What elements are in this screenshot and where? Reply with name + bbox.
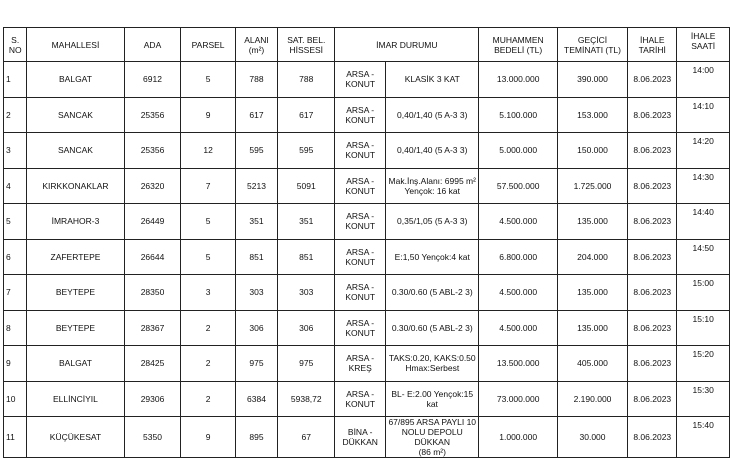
cell-bedel: 13.500.000 xyxy=(479,346,558,382)
cell-teminat: 1.725.000 xyxy=(557,168,627,204)
cell-tarih: 8.06.2023 xyxy=(628,204,677,240)
cell-mahalle: KÜÇÜKESAT xyxy=(27,417,124,458)
table-row xyxy=(4,62,730,98)
tender-table xyxy=(3,27,730,458)
cell-no: 3 xyxy=(4,133,27,169)
cell-imar: 0,40/1,40 (5 A-3 3) xyxy=(386,133,479,169)
table-row xyxy=(4,346,730,382)
cell-bedel: 5.000.000 xyxy=(479,133,558,169)
cell-alan: 788 xyxy=(235,62,278,98)
cell-tarih: 8.06.2023 xyxy=(628,133,677,169)
cell-alan: 595 xyxy=(235,133,278,169)
cell-saat: 14:30 xyxy=(677,168,730,204)
cell-ada: 29306 xyxy=(124,381,181,417)
cell-hisse: 851 xyxy=(278,239,335,275)
cell-teminat: 135.000 xyxy=(557,275,627,311)
cell-alan: 851 xyxy=(235,239,278,275)
table-body xyxy=(4,62,730,458)
cell-parsel: 5 xyxy=(181,239,235,275)
cell-cins: ARSA - KONUT xyxy=(335,133,386,169)
cell-ada: 28367 xyxy=(124,310,181,346)
cell-cins: BİNA - DÜKKAN xyxy=(335,417,386,458)
cell-bedel: 1.000.000 xyxy=(479,417,558,458)
header-sno: S. NO xyxy=(4,28,27,62)
cell-ada: 6912 xyxy=(124,62,181,98)
header-ada: ADA xyxy=(124,28,181,62)
cell-hisse: 5938,72 xyxy=(278,381,335,417)
cell-mahalle: SANCAK xyxy=(27,97,124,133)
cell-mahalle: İMRAHOR-3 xyxy=(27,204,124,240)
cell-mahalle: SANCAK xyxy=(27,133,124,169)
cell-hisse: 788 xyxy=(278,62,335,98)
cell-ada: 26644 xyxy=(124,239,181,275)
cell-imar: E:1,50 Yençok:4 kat xyxy=(386,239,479,275)
cell-no: 7 xyxy=(4,275,27,311)
cell-hisse: 617 xyxy=(278,97,335,133)
cell-alan: 975 xyxy=(235,346,278,382)
cell-hisse: 351 xyxy=(278,204,335,240)
cell-bedel: 4.500.000 xyxy=(479,310,558,346)
cell-no: 6 xyxy=(4,239,27,275)
cell-imar: TAKS:0.20, KAKS:0.50 Hmax:Serbest xyxy=(386,346,479,382)
cell-teminat: 153.000 xyxy=(557,97,627,133)
cell-mahalle: BEYTEPE xyxy=(27,310,124,346)
header-hisse: SAT. BEL. HİSSESİ xyxy=(278,28,335,62)
cell-bedel: 6.800.000 xyxy=(479,239,558,275)
cell-hisse: 303 xyxy=(278,275,335,311)
cell-cins: ARSA - KONUT xyxy=(335,275,386,311)
header-parsel: PARSEL xyxy=(181,28,235,62)
cell-cins: ARSA - KREŞ xyxy=(335,346,386,382)
table-row xyxy=(4,417,730,458)
header-tarih: İHALE TARİHİ xyxy=(628,28,677,62)
cell-saat: 15:40 xyxy=(677,417,730,458)
cell-teminat: 30.000 xyxy=(557,417,627,458)
cell-tarih: 8.06.2023 xyxy=(628,346,677,382)
cell-saat: 14:50 xyxy=(677,239,730,275)
cell-imar: 0,35/1,05 (5 A-3 3) xyxy=(386,204,479,240)
cell-cins: ARSA - KONUT xyxy=(335,310,386,346)
cell-ada: 25356 xyxy=(124,133,181,169)
cell-teminat: 2.190.000 xyxy=(557,381,627,417)
cell-mahalle: KIRKKONAKLAR xyxy=(27,168,124,204)
table-header xyxy=(4,28,730,62)
table-row xyxy=(4,381,730,417)
cell-no: 1 xyxy=(4,62,27,98)
cell-saat: 14:20 xyxy=(677,133,730,169)
cell-mahalle: BEYTEPE xyxy=(27,275,124,311)
cell-hisse: 595 xyxy=(278,133,335,169)
cell-teminat: 135.000 xyxy=(557,310,627,346)
cell-teminat: 204.000 xyxy=(557,239,627,275)
cell-hisse: 5091 xyxy=(278,168,335,204)
cell-teminat: 390.000 xyxy=(557,62,627,98)
cell-mahalle: ELLİNCİYIL xyxy=(27,381,124,417)
cell-teminat: 135.000 xyxy=(557,204,627,240)
cell-bedel: 57.500.000 xyxy=(479,168,558,204)
header-alan: ALANI (m²) xyxy=(235,28,278,62)
cell-no: 8 xyxy=(4,310,27,346)
cell-bedel: 4.500.000 xyxy=(479,275,558,311)
cell-alan: 617 xyxy=(235,97,278,133)
cell-parsel: 9 xyxy=(181,97,235,133)
cell-tarih: 8.06.2023 xyxy=(628,417,677,458)
table-row xyxy=(4,310,730,346)
cell-tarih: 8.06.2023 xyxy=(628,97,677,133)
cell-parsel: 2 xyxy=(181,381,235,417)
cell-hisse: 306 xyxy=(278,310,335,346)
cell-no: 10 xyxy=(4,381,27,417)
cell-cins: ARSA - KONUT xyxy=(335,62,386,98)
cell-no: 11 xyxy=(4,417,27,458)
cell-no: 5 xyxy=(4,204,27,240)
cell-hisse: 67 xyxy=(278,417,335,458)
cell-ada: 25356 xyxy=(124,97,181,133)
cell-parsel: 5 xyxy=(181,62,235,98)
cell-tarih: 8.06.2023 xyxy=(628,381,677,417)
cell-tarih: 8.06.2023 xyxy=(628,275,677,311)
cell-bedel: 13.000.000 xyxy=(479,62,558,98)
cell-imar: BL- E:2.00 Yençok:15 kat xyxy=(386,381,479,417)
cell-bedel: 5.100.000 xyxy=(479,97,558,133)
cell-ada: 28425 xyxy=(124,346,181,382)
cell-saat: 15:20 xyxy=(677,346,730,382)
cell-teminat: 150.000 xyxy=(557,133,627,169)
cell-imar: 0,40/1,40 (5 A-3 3) xyxy=(386,97,479,133)
table-row xyxy=(4,239,730,275)
cell-hisse: 975 xyxy=(278,346,335,382)
table-row xyxy=(4,133,730,169)
cell-parsel: 5 xyxy=(181,204,235,240)
cell-alan: 6384 xyxy=(235,381,278,417)
table-row xyxy=(4,204,730,240)
header-teminat: GEÇİCİ TEMİNATI (TL) xyxy=(557,28,627,62)
cell-ada: 26449 xyxy=(124,204,181,240)
cell-imar: 0.30/0.60 (5 ABL-2 3) xyxy=(386,275,479,311)
cell-ada: 5350 xyxy=(124,417,181,458)
cell-alan: 5213 xyxy=(235,168,278,204)
cell-mahalle: BALGAT xyxy=(27,346,124,382)
cell-saat: 15:00 xyxy=(677,275,730,311)
cell-mahalle: ZAFERTEPE xyxy=(27,239,124,275)
cell-tarih: 8.06.2023 xyxy=(628,62,677,98)
cell-saat: 15:30 xyxy=(677,381,730,417)
header-imar: İMAR DURUMU xyxy=(335,28,479,62)
table-row xyxy=(4,97,730,133)
cell-ada: 26320 xyxy=(124,168,181,204)
cell-imar: KLASİK 3 KAT xyxy=(386,62,479,98)
cell-imar: 67/895 ARSA PAYLI 10 NOLU DEPOLU DÜKKAN (86 m²) xyxy=(386,417,479,458)
table-row xyxy=(4,275,730,311)
header-saat: İHALE SAATİ xyxy=(677,28,730,62)
cell-saat: 15:10 xyxy=(677,310,730,346)
cell-teminat: 405.000 xyxy=(557,346,627,382)
cell-saat: 14:10 xyxy=(677,97,730,133)
cell-ada: 28350 xyxy=(124,275,181,311)
cell-tarih: 8.06.2023 xyxy=(628,310,677,346)
cell-parsel: 2 xyxy=(181,346,235,382)
cell-alan: 306 xyxy=(235,310,278,346)
cell-no: 2 xyxy=(4,97,27,133)
cell-cins: ARSA - KONUT xyxy=(335,168,386,204)
cell-tarih: 8.06.2023 xyxy=(628,168,677,204)
tender-table-container xyxy=(3,27,730,458)
cell-mahalle: BALGAT xyxy=(27,62,124,98)
cell-alan: 303 xyxy=(235,275,278,311)
cell-parsel: 12 xyxy=(181,133,235,169)
cell-no: 4 xyxy=(4,168,27,204)
cell-cins: ARSA - KONUT xyxy=(335,381,386,417)
cell-parsel: 2 xyxy=(181,310,235,346)
cell-parsel: 3 xyxy=(181,275,235,311)
cell-imar: Mak.İnş.Alanı: 6995 m² Yençok: 16 kat xyxy=(386,168,479,204)
header-mahalle: MAHALLESİ xyxy=(27,28,124,62)
cell-parsel: 9 xyxy=(181,417,235,458)
cell-alan: 895 xyxy=(235,417,278,458)
cell-saat: 14:00 xyxy=(677,62,730,98)
cell-alan: 351 xyxy=(235,204,278,240)
header-bedel: MUHAMMEN BEDELİ (TL) xyxy=(479,28,558,62)
cell-saat: 14:40 xyxy=(677,204,730,240)
cell-cins: ARSA - KONUT xyxy=(335,204,386,240)
cell-imar: 0.30/0.60 (5 ABL-2 3) xyxy=(386,310,479,346)
table-row xyxy=(4,168,730,204)
cell-cins: ARSA - KONUT xyxy=(335,97,386,133)
cell-no: 9 xyxy=(4,346,27,382)
cell-parsel: 7 xyxy=(181,168,235,204)
cell-bedel: 73.000.000 xyxy=(479,381,558,417)
cell-cins: ARSA - KONUT xyxy=(335,239,386,275)
cell-tarih: 8.06.2023 xyxy=(628,239,677,275)
cell-bedel: 4.500.000 xyxy=(479,204,558,240)
